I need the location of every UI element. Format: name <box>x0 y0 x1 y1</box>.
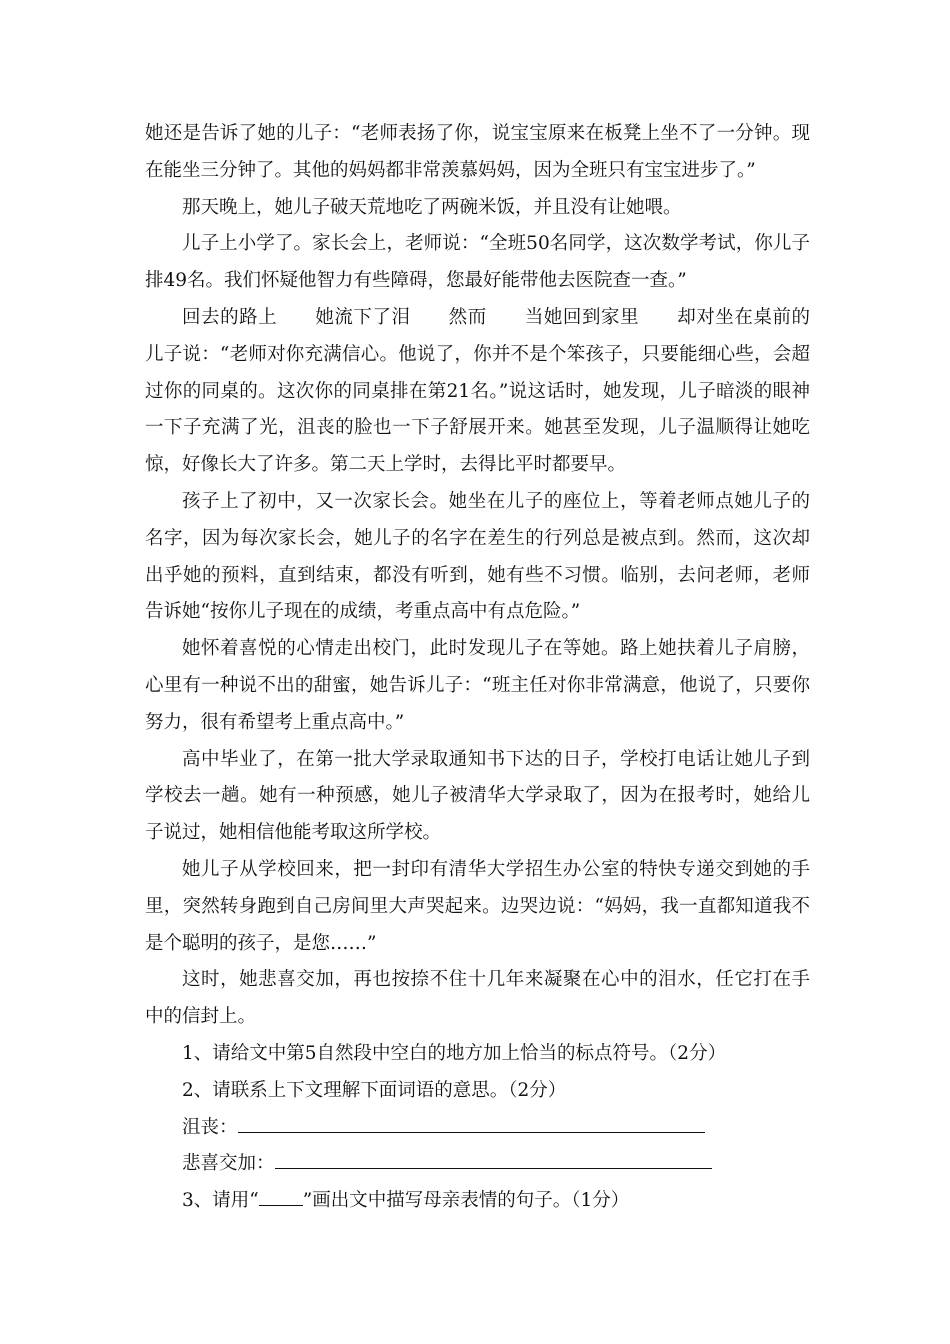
answer-line-jusang <box>145 1110 810 1147</box>
passage-paragraph-7: 高中毕业了，在第一批大学录取通知书下达的日子，学校打电话让她儿子到学校去一趟。她有一种预感，她儿子被清华大学录取了，因为在报考时，她给儿子说过，她相信他能考取这所学校。 <box>145 748 810 844</box>
passage-paragraph-3: 儿子上小学了。家长会上，老师说：“全班50名同学，这次数学考试，你儿子排49名。我们怀疑他智力有些障碍，您最好能带他去医院查一查。” <box>145 233 810 292</box>
term-label-beixijiaojia: 悲喜交加： <box>182 1153 275 1175</box>
passage-paragraph-5: 孩子上了初中，又一次家长会。她坐在儿子的座位上，等着老师点她儿子的名字，因为每次家长会，她儿子的名字在差生的行列总是被点到。然而，这次却出乎她的预料，直到结束，都没有听到，她有些不习惯。临别，去问老师，老师告诉她“按你儿子现在的成绩，考重点高中有点危险。” <box>145 490 810 623</box>
answer-line-beixijiaojia <box>145 1146 810 1183</box>
question-3-suffix: ”画出文中描写母亲表情的句子。（1分） <box>302 1190 630 1212</box>
question-2: 2、请联系上下文理解下面词语的意思。（2分） <box>182 1079 567 1101</box>
term-label-jusang: 沮丧： <box>182 1116 238 1138</box>
passage-paragraph-1: 她还是告诉了她的儿子：“老师表扬了你，说宝宝原来在板凳上坐不了一分钟。现在能坐三分钟了。其他的妈妈都非常羡慕妈妈，因为全班只有宝宝进步了。” <box>145 123 810 181</box>
question-3 <box>145 1183 810 1220</box>
question-1: 1、请给文中第5自然段中空白的地方加上恰当的标点符号。（2分） <box>182 1042 727 1064</box>
passage-paragraph-8: 她儿子从学校回来，把一封印有清华大学招生办公室的特快专递交到她的手里，突然转身跑到自己房间里大声哭起来。边哭边说：“妈妈，我一直都知道我不是个聪明的孩子，是您……” <box>145 858 810 954</box>
passage-paragraph-9: 这时，她悲喜交加，再也按捺不住十几年来凝聚在心中的泪水，任它打在手中的信封上。 <box>145 969 810 1028</box>
reading-passage <box>145 116 810 1220</box>
answer-blank-beixijiaojia[interactable] <box>275 1146 712 1169</box>
passage-paragraph-6: 她怀着喜悦的心情走出校门，此时发现儿子在等她。路上她扶着儿子肩膀，心里有一种说不出的甜蜜，她告诉儿子：“班主任对你非常满意，他说了，只要你努力，很有希望考上重点高中。” <box>145 638 810 733</box>
question-3-prefix: 3、请用“ <box>182 1190 259 1212</box>
passage-paragraph-4: 回去的路上 她流下了泪 然而 当她回到家里 却对坐在桌前的儿子说：“老师对你充满信心。他说了，你并不是个笨孩子，只要能细心些，会超过你的同桌的。这次你的同桌排在第21名。”说这话时，她发现，儿子暗淡的眼神一下子充满了光，沮丧的脸也一下子舒展开来。她甚至发现，儿子温顺得让她吃惊，好像长大了许多。第二天上学时，去得比平时都要早。 <box>145 306 810 476</box>
answer-blank-jusang[interactable] <box>238 1110 705 1133</box>
passage-paragraph-2: 那天晚上，她儿子破天荒地吃了两碗米饭，并且没有让她喂。 <box>182 196 682 218</box>
underline-sample-mark <box>259 1187 303 1206</box>
